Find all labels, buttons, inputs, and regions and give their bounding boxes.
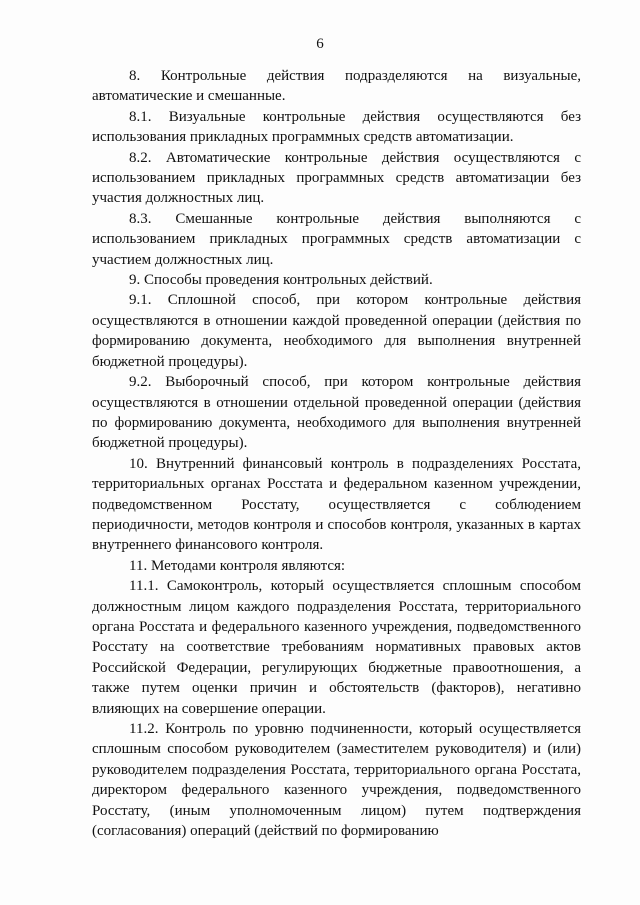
document-body [92, 66, 581, 841]
paragraph-8-2: 8.2. Автоматические контрольные действия осуществляются с использованием прикладных программных средств автоматизации без участия должностных лиц. [92, 149, 581, 207]
paragraph-11-1: 11.1. Самоконтроль, который осуществляется сплошным способом должностным лицом каждого подразделения Росстата, территориального органа Росстата и федерального казенного учреждения, подведомственного Росстату на соответствие требованиям нормативных правовых актов Российской Федерации, регулирующих бюджетные правоотношения, а также путем оценки причин и обстоятельств (факторов), негативно влияющих на совершение операции. [92, 578, 581, 717]
paragraph-9: 9. Способы проведения контрольных действий. [129, 272, 433, 289]
paragraph-11-2: 11.2. Контроль по уровню подчиненности, который осуществляется сплошным способом руководителем (заместителем руководителя) и (или) руководителем подразделения Росстата, территориального органа Росстата, директором федерального казенного учреждения, подведомственного Росстату, (иным уполномоченным лицом) путем подтверждения (согласования) операций (действий по формированию [92, 721, 581, 840]
paragraph-8: 8. Контрольные действия подразделяются на визуальные, автоматические и смешанные. [92, 68, 581, 105]
paragraph-10: 10. Внутренний финансовый контроль в подразделениях Росстата, территориальных органах Росстата и федеральном казенном учреждении, подведомственном Росстату, осуществляется с соблюдением периодичности, методов контроля и способов контроля, указанных в картах внутреннего финансового контроля. [92, 455, 581, 554]
paragraph-9-2: 9.2. Выборочный способ, при котором контрольные действия осуществляются в отношении отдельной проведенной операции (действия по формированию документа, необходимого для выполнения внутренней бюджетной процедуры). [92, 374, 581, 452]
paragraph-11: 11. Методами контроля являются: [129, 557, 346, 574]
page-number: 6 [316, 36, 324, 52]
paragraph-9-1: 9.1. Сплошной способ, при котором контрольные действия осуществляются в отношении каждой проведенной операции (действия по формированию документа, необходимого для выполнения внутренней бюджетной процедуры). [92, 292, 581, 370]
paragraph-8-1: 8.1. Визуальные контрольные действия осуществляются без использования прикладных программных средств автоматизации. [92, 108, 581, 146]
paragraph-8-3: 8.3. Смешанные контрольные действия выполняются с использованием прикладных программных средств автоматизации с участием должностных лиц. [92, 210, 581, 268]
